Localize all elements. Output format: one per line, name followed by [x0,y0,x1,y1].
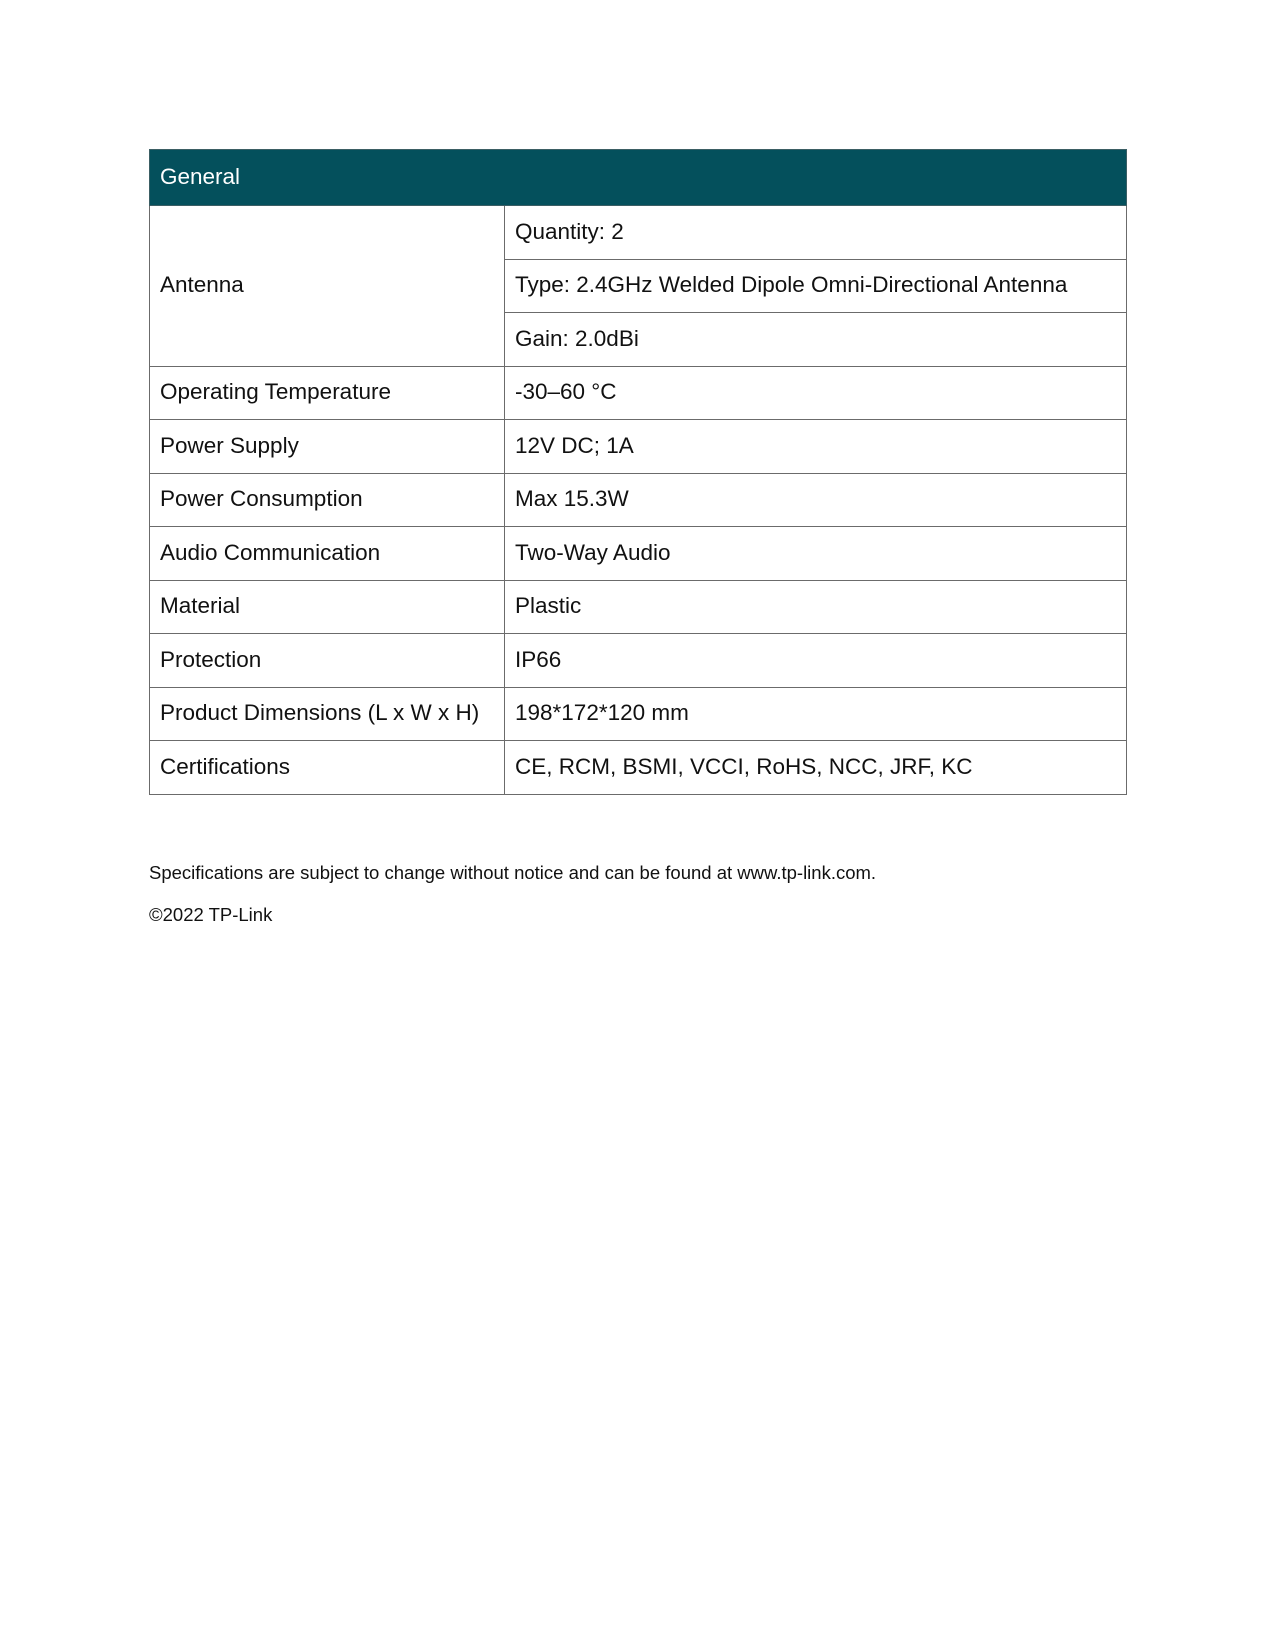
table-row [150,634,1127,688]
table-row [150,741,1127,795]
row-value: Plastic [505,580,1127,634]
row-label: Certifications [150,741,505,795]
antenna-label: Antenna [150,206,505,367]
table-row [150,366,1127,420]
row-value: Two-Way Audio [505,527,1127,581]
row-label: Audio Communication [150,527,505,581]
table-row [150,580,1127,634]
table-row [150,527,1127,581]
row-label: Product Dimensions (L x W x H) [150,687,505,741]
specifications-notice: Specifications are subject to change without notice and can be found at www.tp-link.com. [149,862,877,883]
table-row [150,687,1127,741]
row-value: 12V DC; 1A [505,420,1127,474]
row-label: Protection [150,634,505,688]
table-row [150,420,1127,474]
section-header-row [150,150,1127,206]
spec-table [149,149,1127,795]
table-row [150,473,1127,527]
row-label: Operating Temperature [150,366,505,420]
row-value: CE, RCM, BSMI, VCCI, RoHS, NCC, JRF, KC [505,741,1127,795]
antenna-type: Type: 2.4GHz Welded Dipole Omni-Directional Antenna [505,259,1127,313]
row-label: Power Consumption [150,473,505,527]
copyright-notice: ©2022 TP-Link [149,904,273,925]
antenna-gain: Gain: 2.0dBi [505,313,1127,367]
section-title: General [150,150,1127,206]
row-value: IP66 [505,634,1127,688]
row-value: Max 15.3W [505,473,1127,527]
row-label: Material [150,580,505,634]
row-value: 198*172*120 mm [505,687,1127,741]
row-value: -30–60 °C [505,366,1127,420]
table-row [150,206,1127,260]
row-label: Power Supply [150,420,505,474]
antenna-quantity: Quantity: 2 [505,206,1127,260]
